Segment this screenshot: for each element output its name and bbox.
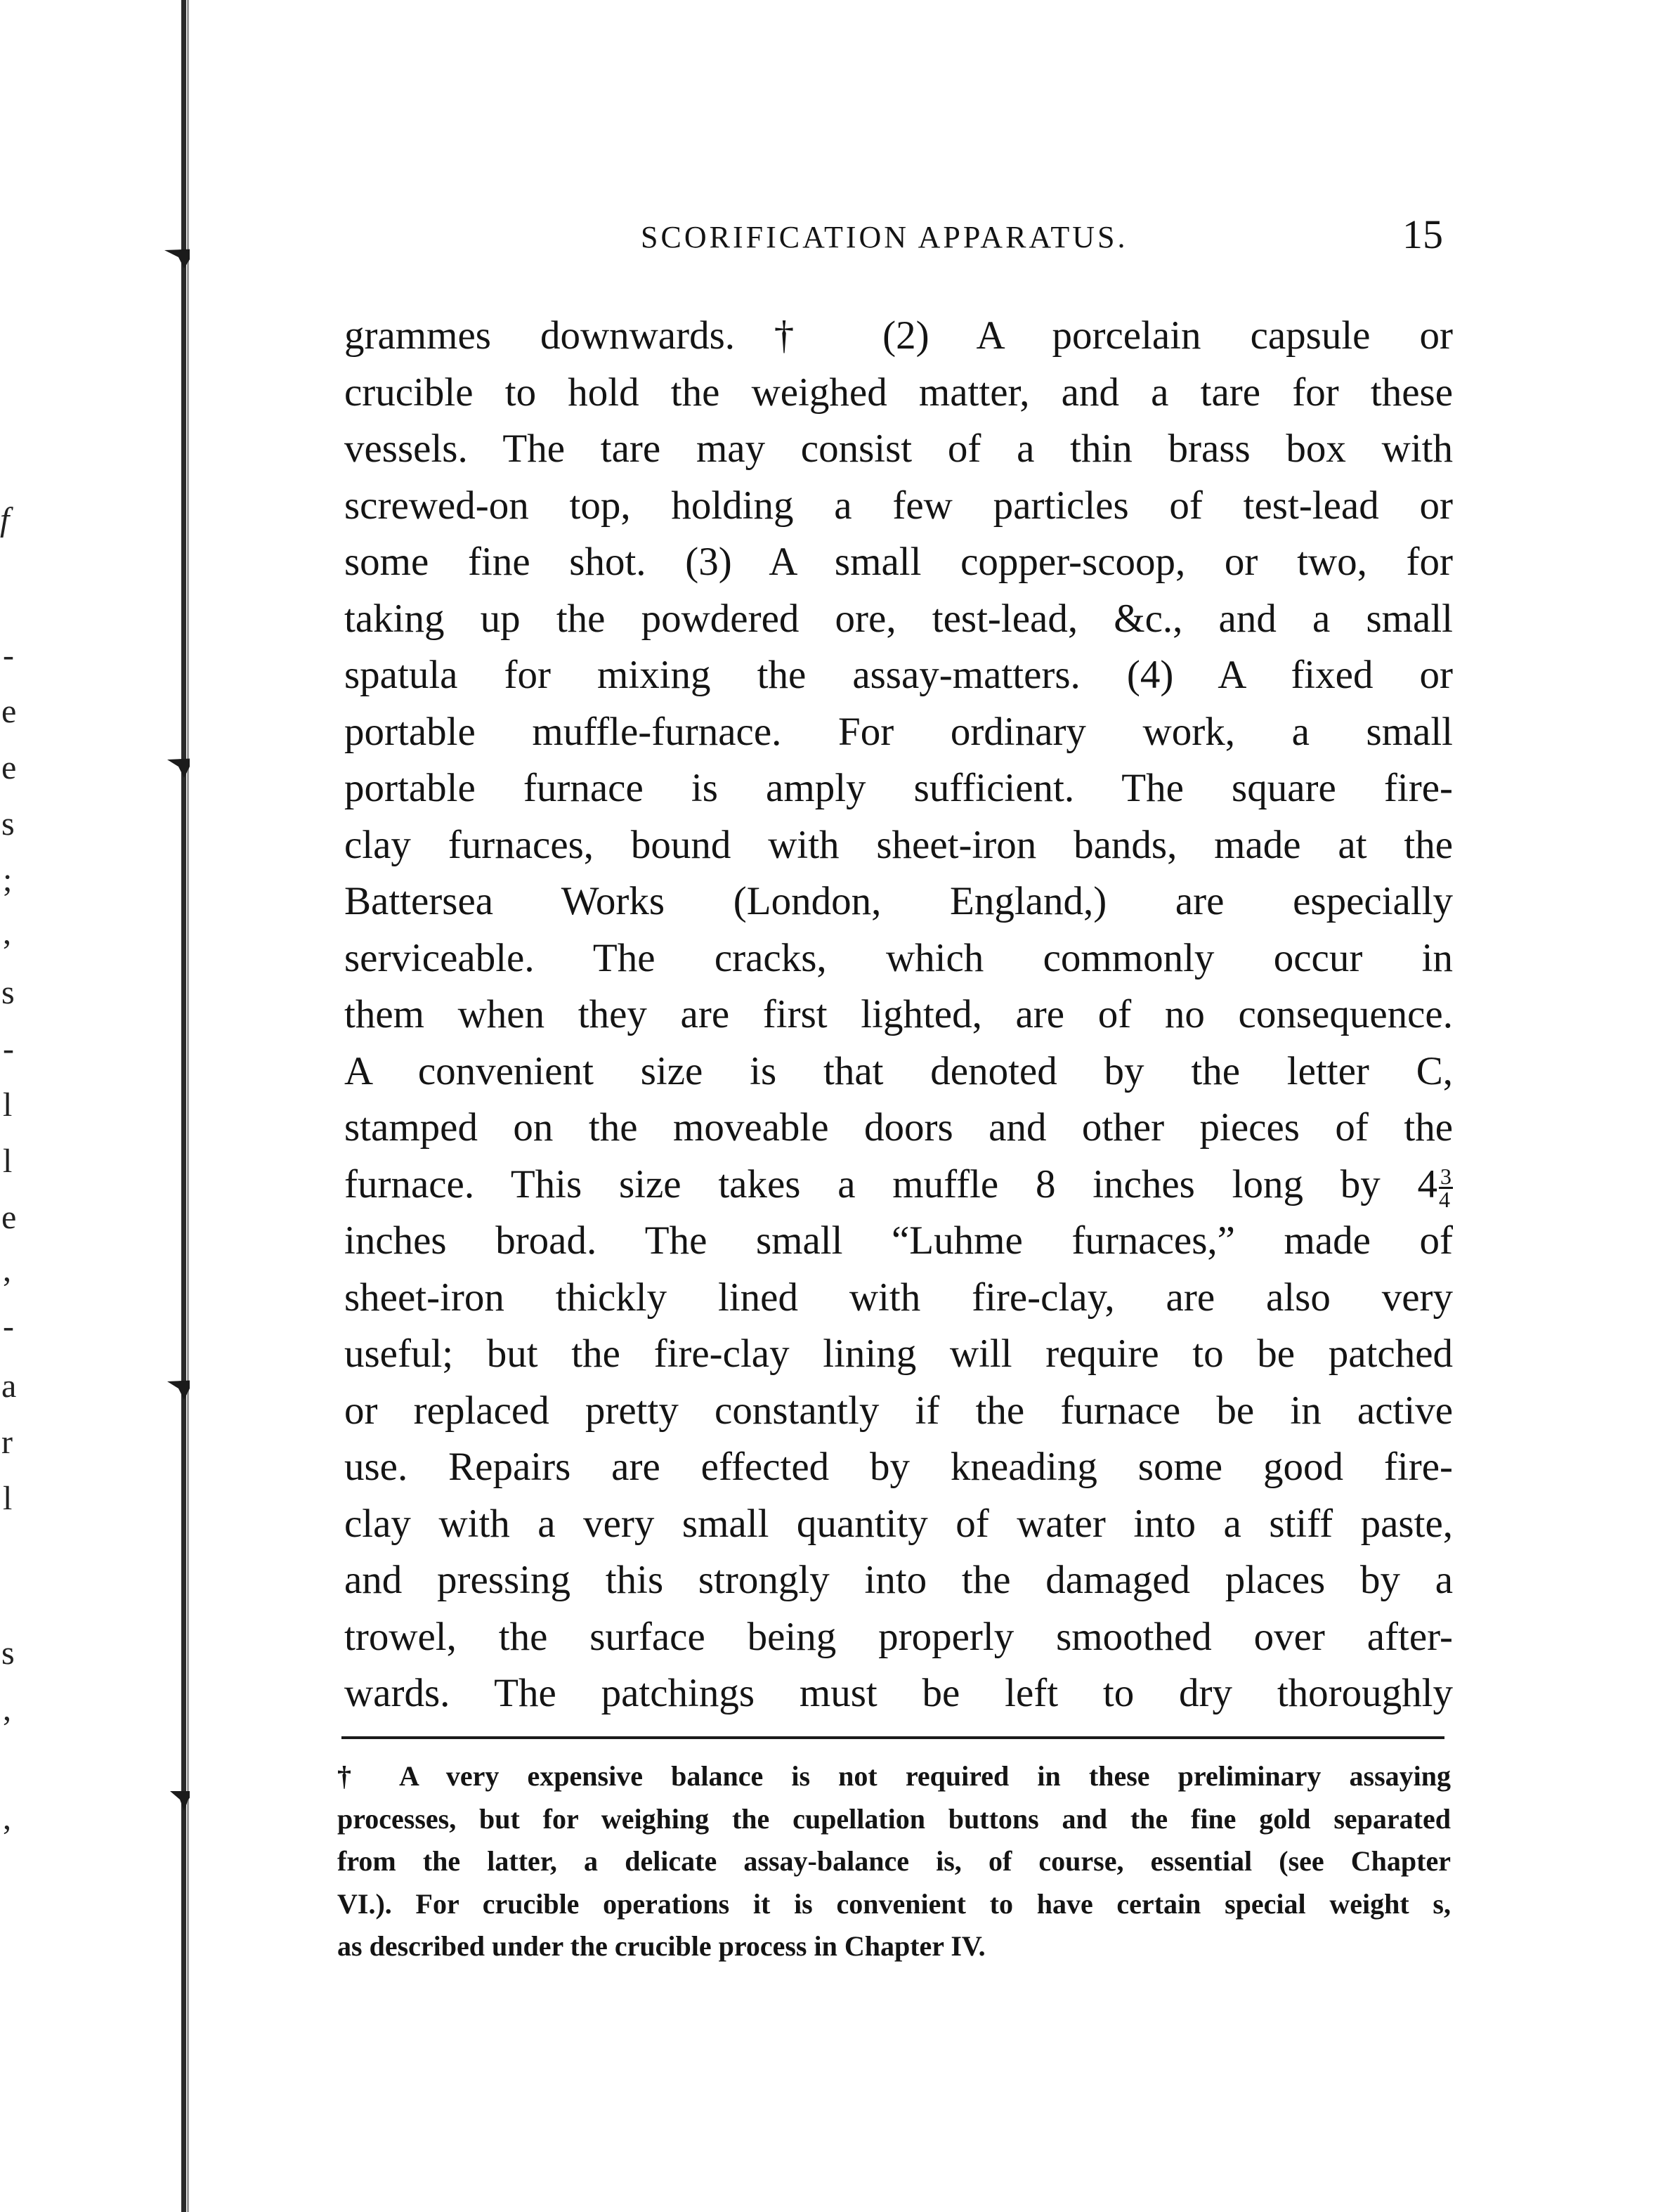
gutter-mark: - bbox=[3, 1308, 14, 1345]
page-number: 15 bbox=[1402, 212, 1443, 257]
footnote-line: VI.). For crucible operations it is convenient to have certain special weight s, bbox=[337, 1887, 1451, 1920]
gutter-mark: r bbox=[1, 1424, 13, 1461]
body-paragraph bbox=[344, 308, 1453, 1722]
body-line: them when they are first lighted, are of no consequence. bbox=[344, 992, 1453, 1036]
gutter-mark: - bbox=[3, 637, 14, 674]
gutter-mark: , bbox=[3, 914, 11, 951]
footnote-line: processes, but for weighing the cupellation buttons and the fine gold separated bbox=[337, 1802, 1451, 1835]
body-line: portable furnace is amply sufficient. The square fire- bbox=[344, 766, 1453, 810]
body-line: or replaced pretty constantly if the furnace be in active bbox=[344, 1388, 1453, 1433]
body-line: spatula for mixing the assay-matters. (4) A fixed or bbox=[344, 653, 1453, 697]
gutter-mark: , bbox=[3, 1691, 11, 1728]
gutter-mark: a bbox=[1, 1367, 17, 1405]
body-line: clay furnaces, bound with sheet-iron bands, made at the bbox=[344, 822, 1453, 867]
body-line: some fine shot. (3) A small copper-scoop, or two, for bbox=[344, 540, 1453, 584]
footnote-line: from the latter, a delicate assay-balance is, of course, essential (see Chapter bbox=[337, 1845, 1451, 1877]
body-line: useful; but the fire-clay lining will require to be patched bbox=[344, 1332, 1453, 1376]
fraction-denominator: 4 bbox=[1439, 1186, 1450, 1212]
footnote-divider bbox=[341, 1736, 1444, 1739]
binding-spine bbox=[181, 0, 186, 2212]
body-line: taking up the powdered ore, test-lead, &c., and a small bbox=[344, 596, 1453, 641]
gutter-mark: e bbox=[1, 1199, 17, 1236]
gutter-mark: e bbox=[1, 749, 17, 786]
gutter-mark: f bbox=[0, 501, 10, 538]
gutter-mark: - bbox=[3, 1030, 14, 1067]
gutter-mark: s bbox=[1, 974, 15, 1011]
gutter-mark: , bbox=[3, 1800, 11, 1837]
body-line-text: furnace. This size takes a muffle 8 inches long by 4 bbox=[344, 1162, 1437, 1206]
footnote-line: as described under the crucible process in Chapter IV. bbox=[337, 1930, 986, 1962]
gutter-mark: s bbox=[1, 1634, 15, 1672]
gutter-mark: l bbox=[3, 1480, 13, 1517]
gutter-mark: ; bbox=[3, 861, 13, 899]
body-line: screwed-on top, holding a few particles of test-lead or bbox=[344, 483, 1453, 528]
body-line: stamped on the moveable doors and other pieces of the bbox=[344, 1105, 1453, 1150]
gutter-mark: e bbox=[1, 693, 17, 730]
body-line: and pressing this strongly into the damaged places by a bbox=[344, 1558, 1453, 1602]
gutter-mark: l bbox=[3, 1086, 13, 1124]
body-line: grammes downwards.† (2) A porcelain capsule or bbox=[344, 313, 1453, 358]
binding-spine-shadow bbox=[187, 0, 189, 2212]
footnote-line: † A very expensive balance is not required in these preliminary assaying bbox=[337, 1760, 1451, 1792]
body-line-with-fraction bbox=[344, 1157, 1453, 1214]
gutter-mark: s bbox=[1, 805, 15, 842]
fraction-numerator: 3 bbox=[1440, 1163, 1452, 1189]
gutter-mark: l bbox=[3, 1143, 13, 1180]
fraction bbox=[1439, 1163, 1453, 1212]
footnote bbox=[337, 1755, 1451, 1968]
body-line: sheet-iron thickly lined with fire-clay, are also very bbox=[344, 1275, 1453, 1320]
body-line: clay with a very small quantity of water into a stiff paste, bbox=[344, 1501, 1453, 1546]
body-line: serviceable. The cracks, which commonly occur in bbox=[344, 935, 1453, 980]
body-line: vessels. The tare may consist of a thin brass box with bbox=[344, 427, 1453, 471]
facing-page-sliver bbox=[0, 0, 176, 2212]
body-line: inches broad. The small “Luhme furnaces,” made of bbox=[344, 1218, 1453, 1263]
body-line: trowel, the surface being properly smoothed over after- bbox=[344, 1614, 1453, 1659]
body-line: portable muffle-furnace. For ordinary work, a small bbox=[344, 709, 1453, 754]
gutter-mark: , bbox=[3, 1251, 11, 1289]
running-title: SCORIFICATION APPARATUS. bbox=[641, 220, 1128, 254]
body-line: wards. The patchings must be left to dry thoroughly bbox=[344, 1671, 1453, 1715]
body-line: Battersea Works (London, England,) are especially bbox=[344, 879, 1453, 923]
body-line: A convenient size is that denoted by the letter C, bbox=[344, 1048, 1453, 1093]
body-line: use. Repairs are effected by kneading some good fire- bbox=[344, 1445, 1453, 1489]
body-line: crucible to hold the weighed matter, and a tare for these bbox=[344, 370, 1453, 415]
